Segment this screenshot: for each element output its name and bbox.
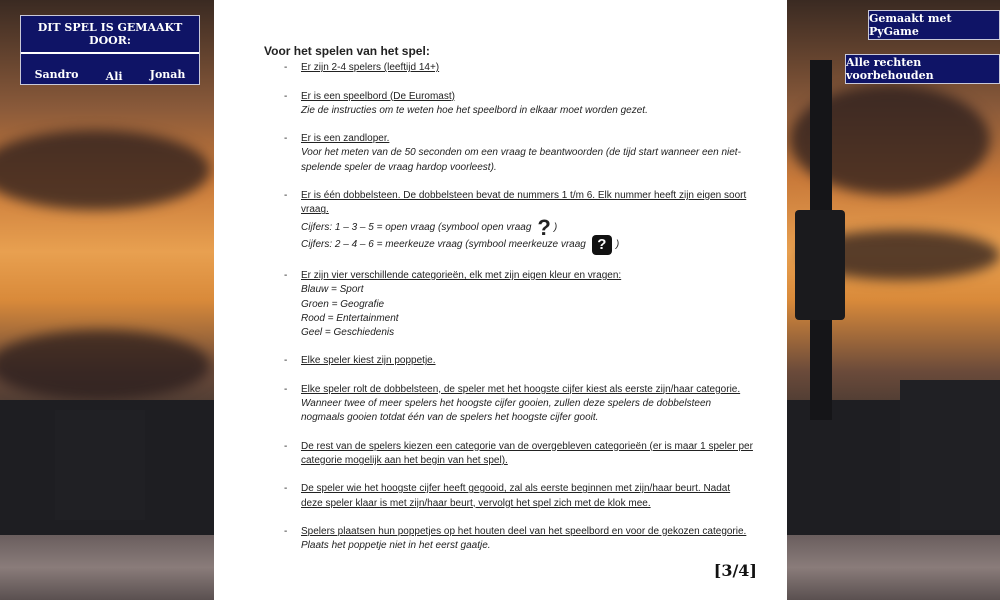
bullet-dash: - xyxy=(284,525,288,537)
instruction-content xyxy=(264,44,754,567)
cloud xyxy=(0,330,210,400)
item-text: Elke speler kiest zijn poppetje. xyxy=(301,355,436,367)
item-subtext: Wanneer twee of meer spelers het hoogste cijfer gooien, zullen deze spelers de dobbelsteen nogmaals gooien totdat één van de spelers het hoogste cijfer gooit. xyxy=(301,398,712,424)
item-text: Er zijn 2-4 spelers (leeftijd 14+) xyxy=(301,62,440,74)
bullet-dash: - xyxy=(284,133,288,145)
list-item xyxy=(264,90,754,119)
page-indicator: [3/4] xyxy=(713,561,757,580)
list-item xyxy=(264,132,754,175)
list-item xyxy=(264,525,754,554)
symbol-text: ) xyxy=(553,221,558,233)
category-line: Rood = Entertainment xyxy=(301,312,399,324)
bullet-dash: - xyxy=(284,483,288,495)
item-subtext: Zie de instructies om te weten hoe het speelbord in elkaar moet worden gezet. xyxy=(301,104,648,116)
list-item xyxy=(264,440,754,469)
item-text: Er is een speelbord (De Euromast) xyxy=(301,90,455,102)
euromast-tower-deck xyxy=(795,210,845,320)
symbol-text: Cijfers: 2 – 4 – 6 = meerkeuze vraag (symbool meerkeuze vraag xyxy=(301,238,586,250)
category-line: Groen = Geografie xyxy=(301,298,385,310)
bullet-dash: - xyxy=(284,383,288,395)
credit-name: Ali xyxy=(105,70,123,83)
list-item xyxy=(264,354,754,368)
open-question-symbol-line xyxy=(301,214,754,240)
credits-names xyxy=(21,66,199,83)
item-text: Spelers plaatsen hun poppetjes op het houten deel van het speelbord en voor de gekozen categorie. xyxy=(301,525,747,537)
credit-name: Jonah xyxy=(149,68,186,81)
list-item xyxy=(264,482,754,511)
building xyxy=(55,410,145,520)
symbol-text: ) xyxy=(615,238,620,250)
building xyxy=(900,380,1000,530)
credit-name: Sandro xyxy=(34,68,79,81)
multiple-choice-question-icon: ? xyxy=(592,235,612,255)
bullet-dash: - xyxy=(284,190,288,202)
item-subtext: Voor het meten van de 50 seconden om een vraag te beantwoorden (de tijd start wanneer een niet-spelende speler de vraag hardop voorleest). xyxy=(301,147,741,173)
item-text: De speler wie het hoogste cijfer heeft gegooid, zal als eerste beginnen met zijn/haar beurt. Nadat deze speler klaar is met zijn/haar beurt, vervolgt het spel zich met de klok mee. xyxy=(301,483,731,509)
bullet-dash: - xyxy=(284,355,288,367)
list-item xyxy=(264,269,754,340)
item-text: Elke speler rolt de dobbelsteen, de speler met het hoogste cijfer kiest als eerste zijn/haar categorie. xyxy=(301,383,741,395)
open-question-icon: ? xyxy=(537,214,551,240)
list-item xyxy=(264,61,754,75)
bullet-dash: - xyxy=(284,269,288,281)
all-rights-reserved-label: Alle rechten voorbehouden xyxy=(845,54,1000,84)
item-subtext: Plaats het poppetje niet in het eerst gaatje. xyxy=(301,540,491,552)
credits-panel xyxy=(20,15,200,85)
instruction-title: Voor het spelen van het spel: xyxy=(264,44,430,58)
symbol-text: Cijfers: 1 – 3 – 5 = open vraag (symbool open vraag xyxy=(301,221,532,233)
item-text: De rest van de spelers kiezen een categorie van de overgebleven categorieën (er is maar 1 speler per categorie mogelijk aan het begin van het spel). xyxy=(301,440,753,466)
category-line: Geel = Geschiedenis xyxy=(301,327,395,339)
bullet-dash: - xyxy=(284,440,288,452)
list-item xyxy=(264,383,754,426)
bullet-dash: - xyxy=(284,90,288,102)
made-with-pygame-label: Gemaakt met PyGame xyxy=(868,10,1000,40)
list-item xyxy=(264,189,754,255)
item-text: Er is een zandloper. xyxy=(301,133,390,145)
item-text: Er is één dobbelsteen. De dobbelsteen bevat de nummers 1 t/m 6. Elk nummer heeft zijn eigen soort vraag. xyxy=(301,190,747,216)
credits-title: DIT SPEL IS GEMAAKT DOOR: xyxy=(21,16,199,54)
instruction-page xyxy=(214,0,787,600)
bullet-dash: - xyxy=(284,62,288,74)
multiple-choice-symbol-line xyxy=(301,235,754,255)
item-text: Er zijn vier verschillende categorieën, elk met zijn eigen kleur en vragen: xyxy=(301,269,622,281)
category-line: Blauw = Sport xyxy=(301,284,364,296)
